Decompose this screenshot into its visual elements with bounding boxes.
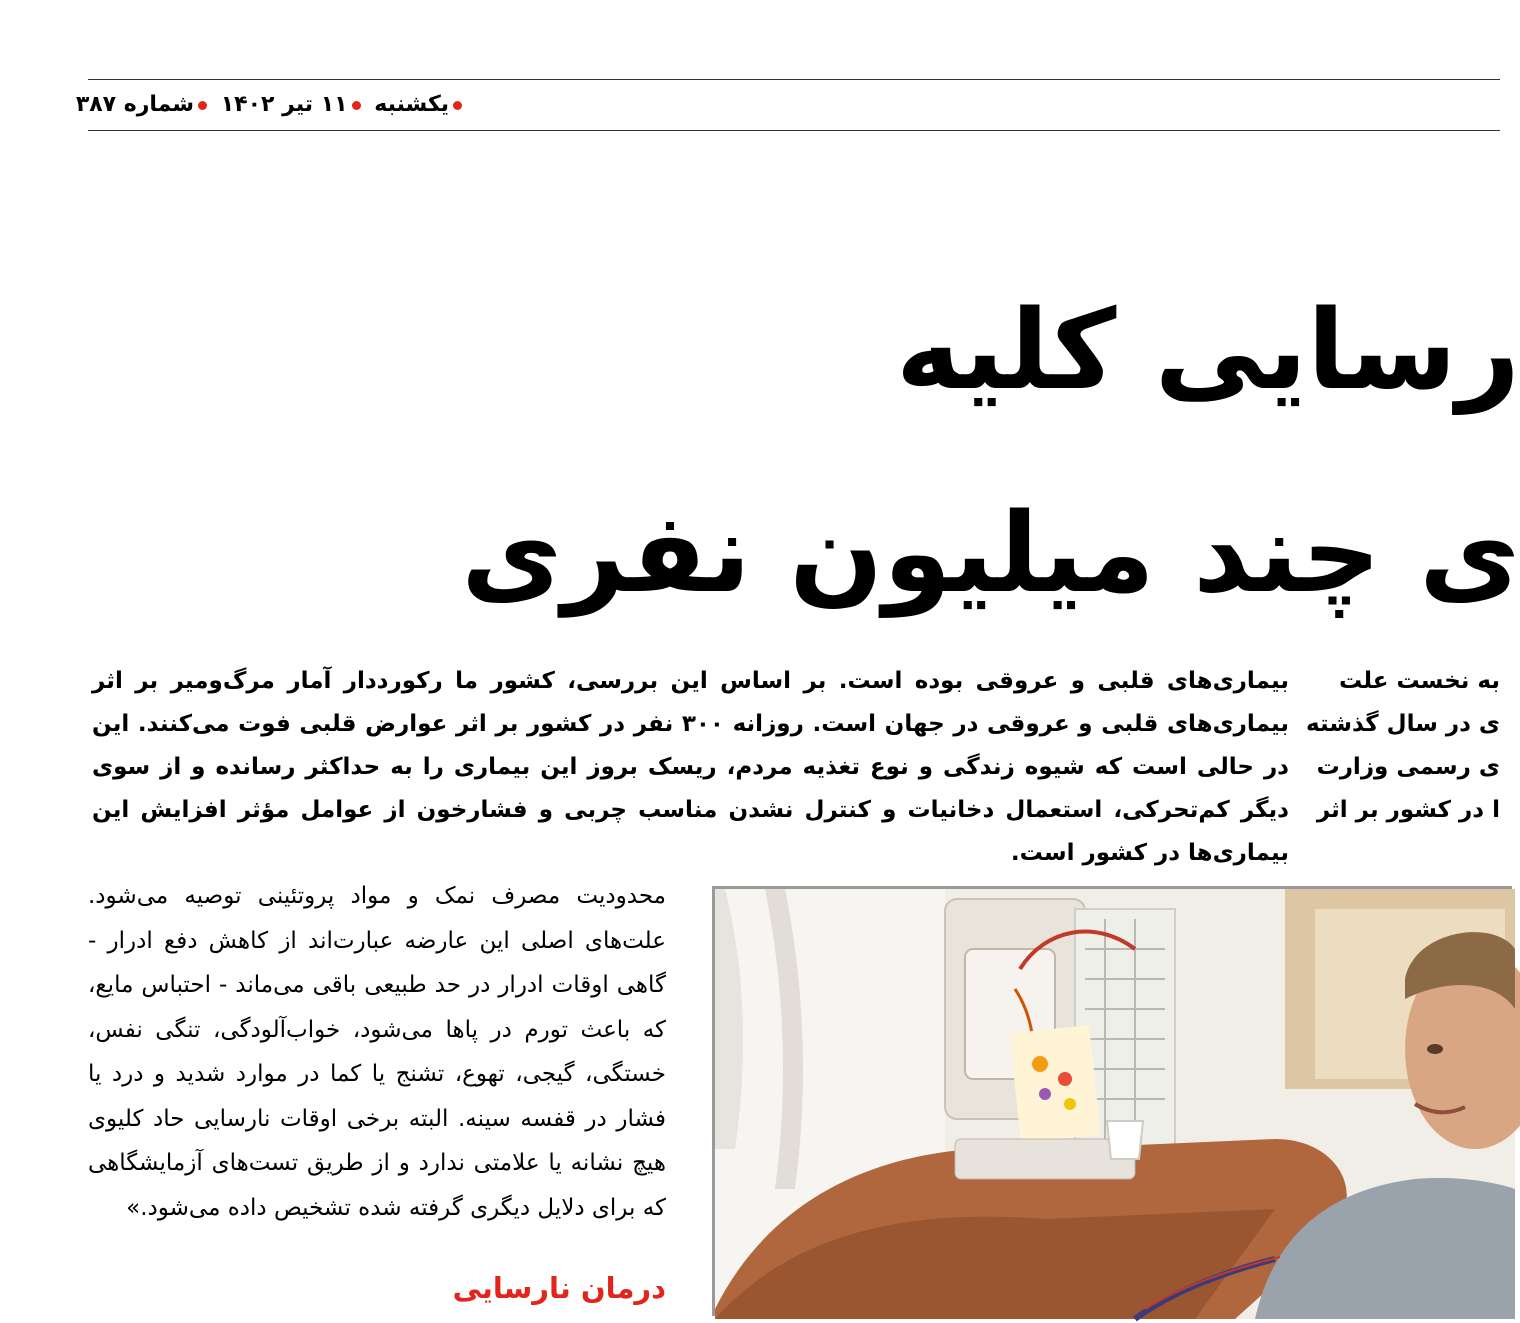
bullet-dot-icon — [198, 101, 207, 110]
dateline-day: یکشنبه — [374, 92, 449, 117]
bullet-dot-icon — [453, 101, 462, 110]
lead-clipped-line: به نخست علت — [1338, 668, 1500, 694]
dialysis-patient-photo — [715, 889, 1515, 1319]
bullet-dot-icon — [352, 101, 361, 110]
header-bottom-rule — [88, 130, 1500, 131]
article-photo — [712, 886, 1512, 1316]
dateline-date: ۱۱ تیر ۱۴۰۲ — [220, 92, 348, 117]
headline-line-1: رسایی کلیه — [895, 286, 1520, 414]
header-top-rule — [88, 79, 1500, 80]
body-column: محدودیت مصرف نمک و مواد پروتئینی توصیه می‌شود. علت‌های اصلی این عارضه عبارت‌اند از کاهش دفع ادرار - گاهی اوقات ادرار در حد طبیعی باقی می‌ماند - احتباس مایع، که باعث تورم در پاها می‌شود، خواب‌آلودگی، تنگی نفس، خستگی، گیجی، تهوع، تشنج یا کما در موارد شدید و درد یا فشار در قفسه سینه. البته برخی اوقات نارسایی حاد کلیوی هیچ نشانه یا علامتی ندارد و از طریق تست‌های آزمایشگاهی که برای دلایل دیگری گرفته شده تشخیص داده می‌شود.» — [88, 883, 666, 1221]
dateline — [75, 88, 468, 122]
lead-clipped-line: ی رسمی وزارت — [1316, 754, 1500, 780]
lead-clipped-line: ا در کشور بر اثر — [1316, 797, 1500, 823]
lead-paragraph: بیماری‌های قلبی و عروقی بوده است. بر اساس این بررسی، کشور ما رکورددار آمار مرگ‌ومیر بر اثر بیماری‌های قلبی و عروقی در جهان است. روزانه ۳۰۰ نفر در کشور بر اثر عوارض قلبی فوت می‌کنند. این در حالی است که شیوه زندگی و نوع تغذیه مردم، ریسک بروز این بیماری را به حداکثر رسانده و از سوی دیگر کم‌تحرکی، استعمال دخانیات و کنترل نشدن مناسب چربی و فشارخون از عوامل مؤثر افزایش این بیماری‌ها در کشور است. — [92, 668, 1290, 866]
lead-clipped-column — [1306, 660, 1500, 840]
lead-clipped-line: ی در سال گذشته — [1306, 711, 1500, 737]
dateline-issue: شماره ۳۸۷ — [75, 92, 195, 117]
section-subhead: درمان نارسایی — [452, 1271, 666, 1305]
headline-line-2: ی چند میلیون نفری — [461, 489, 1520, 617]
